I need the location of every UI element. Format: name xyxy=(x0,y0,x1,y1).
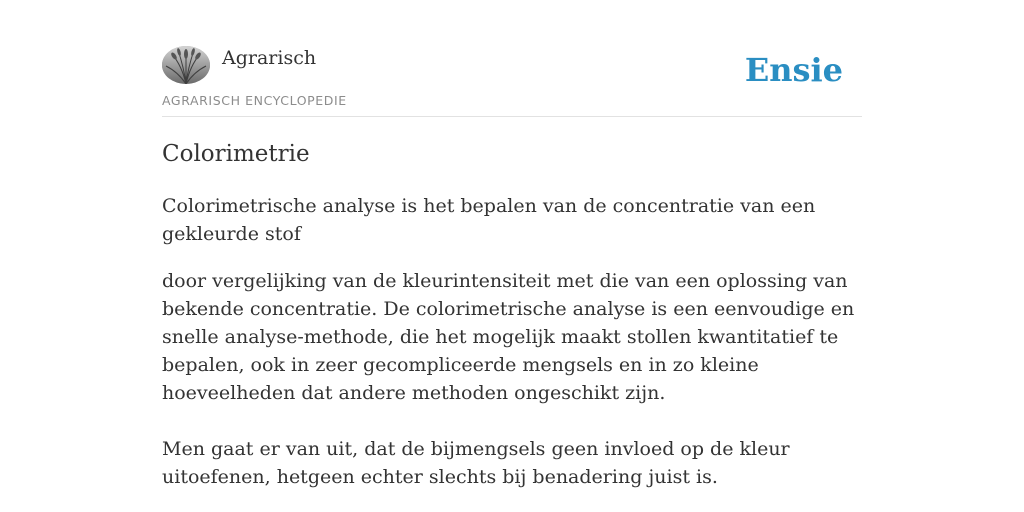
article-paragraph: Men gaat er van uit, dat de bijmengsels geen invloed op de kleur uitoefenen, hetgeen echter slechts bij benadering juist is. xyxy=(162,438,790,488)
page-title: Colorimetrie xyxy=(162,141,310,167)
source-name[interactable]: Agrarisch xyxy=(222,47,317,69)
article-paragraph: door vergelijking van de kleurintensiteit met die van een oplossing van bekende concentratie. De colorimetrische analyse is een eenvoudige en snelle analyse-methode, die het mogelijk maakt stollen kwantitatief te bepalen, ook in zeer gecompliceerde mengsels en in zo kleine hoeveelheden dat andere methoden ongeschikt zijn. xyxy=(162,270,855,404)
source-subtitle: AGRARISCH ENCYCLOPEDIE xyxy=(162,93,347,108)
wheat-field-icon[interactable] xyxy=(162,46,210,84)
brand-logo[interactable]: Ensie xyxy=(744,51,843,89)
article-body xyxy=(162,267,862,512)
article-lead: Colorimetrische analyse is het bepalen van de concentratie van een gekleurde stof xyxy=(162,195,816,245)
header xyxy=(162,44,862,117)
